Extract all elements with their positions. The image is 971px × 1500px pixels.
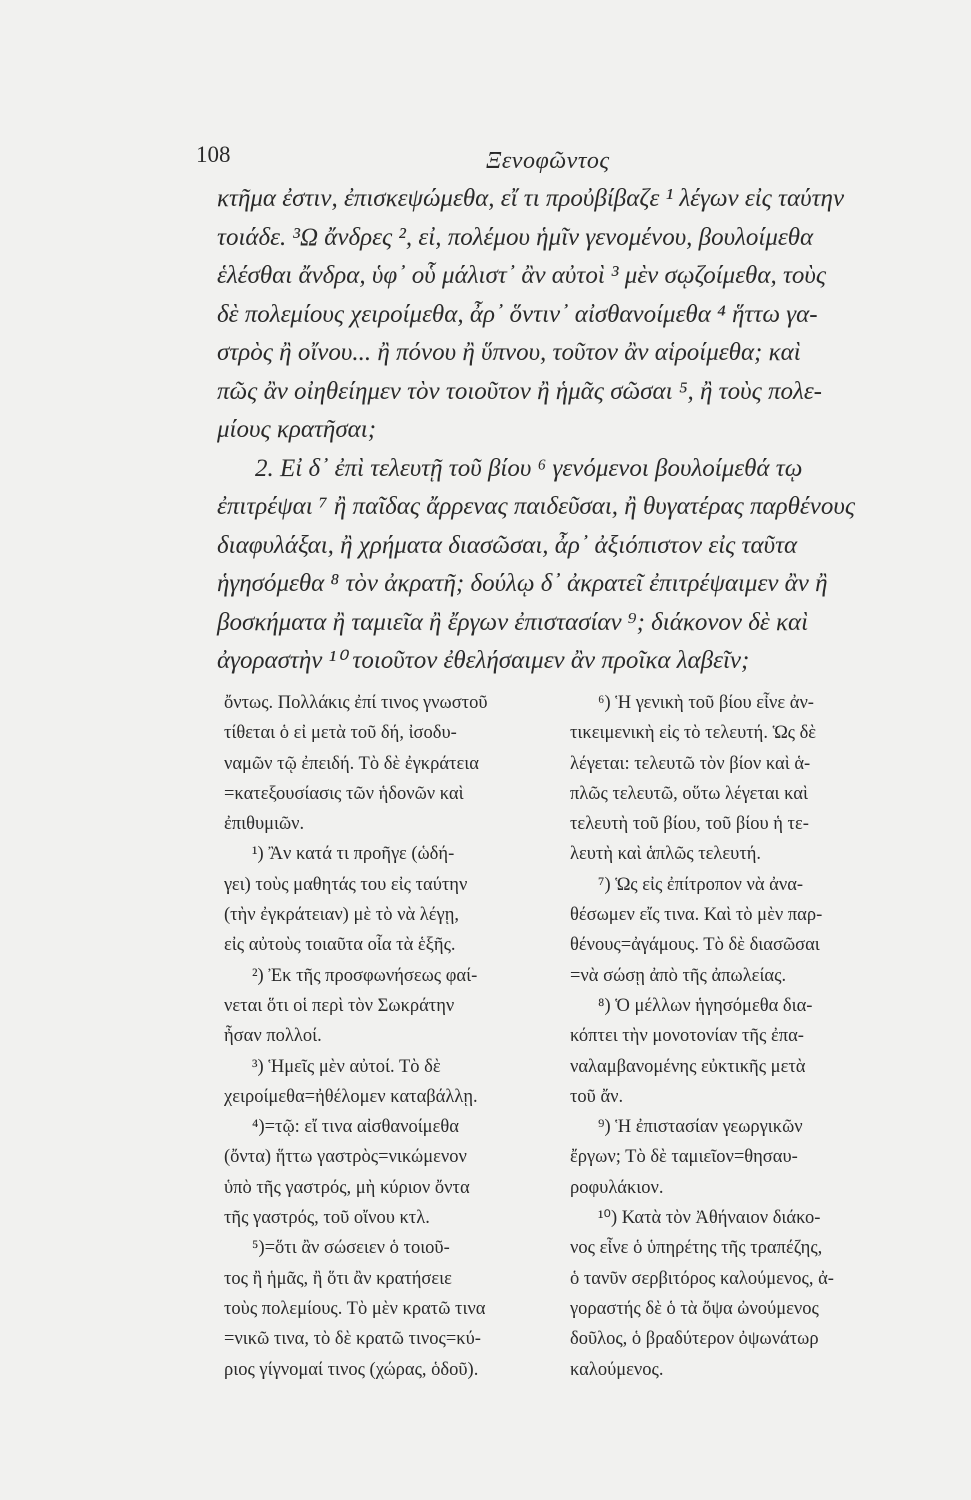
footnote-line: γει) τοὺς μαθητάς του εἰς ταύτην — [224, 874, 468, 895]
footnote-line: χειροίμεθα=ἠθέλομεν καταβάλλῃ. — [224, 1086, 478, 1107]
footnote-line: ⁴)=τῷ: εἴ τινα αἰσθανοίμεθα — [252, 1117, 459, 1138]
footnote-line: τος ἢ ἡμᾶς, ἢ ὅτι ἂν κρατήσειε — [224, 1268, 452, 1289]
footnote-line: ³) Ἡμεῖς μὲν αὐτοί. Τὸ δὲ — [252, 1056, 441, 1077]
footnote-line: ²) Ἐκ τῆς προσφωνήσεως φαί- — [252, 965, 478, 986]
footnote-line: ὄντως. Πολλάκις ἐπί τινος γνωστοῦ — [224, 693, 488, 713]
footnote-line: ὑπὸ τῆς γαστρός, μὴ κύριον ὄντα — [224, 1177, 470, 1198]
footnote-line: θένους=ἀγάμους. Τὸ δὲ διασῶσαι — [570, 935, 820, 956]
footnote-line: ¹⁰) Κατὰ τὸν Ἀθήναιον διάκο- — [598, 1208, 821, 1229]
footnote-line: καλούμενος. — [570, 1359, 664, 1380]
footnote-line: πλῶς τελευτῶ, οὕτω λέγεται καὶ — [570, 783, 808, 804]
footnote-line: εἰς αὐτοὺς τοιαῦτα οἷα τὰ ἑξῆς. — [224, 935, 456, 956]
main-text-line: πῶς ἂν οἰηθείημεν τὸν τοιοῦτον ἢ ἡμᾶς σῶσαι ⁵, ἢ τοὺς πολε- — [217, 377, 823, 405]
footnote-line: νος εἶνε ὁ ὑπηρέτης τῆς τραπέζης, — [570, 1238, 823, 1259]
footnote-line: θέσωμεν εἴς τινα. Καὶ τὸ μὲν παρ- — [570, 905, 823, 926]
main-text — [217, 180, 917, 681]
footnote-line: λευτὴ καὶ ἁπλῶς τελευτή. — [570, 844, 762, 865]
running-head: Ξενοφῶντος — [486, 148, 610, 174]
footnotes-left-column — [224, 688, 544, 1385]
main-text-line: μίους κρατῆσαι; — [217, 416, 377, 443]
main-text-line: στρὸς ἢ οἴνου... ἢ πόνου ἢ ὕπνου, τοῦτον ἂν αἱροίμεθα; καὶ — [217, 339, 801, 366]
footnote-line: κόπτει τὴν μονοτονίαν τῆς ἐπα- — [570, 1026, 804, 1047]
main-text-line: ἡγησόμεθα ⁸ τὸν ἀκρατῆ; δούλῳ δ᾽ ἀκρατεῖ ἐπιτρέψαιμεν ἂν ἢ — [217, 570, 828, 597]
footnote-line: λέγεται: τελευτῶ τὸν βίον καὶ ἁ- — [570, 753, 811, 774]
footnotes-right-column — [570, 688, 910, 1385]
footnote-line: τελευτὴ τοῦ βίου, τοῦ βίου ἡ τε- — [570, 814, 809, 835]
main-text-line: διαφυλάξαι, ἢ χρήματα διασῶσαι, ἆρ᾽ ἀξιόπιστον εἰς ταῦτα — [217, 531, 798, 559]
footnote-line: ὁ τανῦν σερβιτόρος καλούμενος, ἀ- — [570, 1268, 834, 1289]
footnote-line: τίθεται ὁ εἰ μετὰ τοῦ δή, ἰσοδυ- — [224, 723, 457, 744]
footnote-line: =νικῶ τινα, τὸ δὲ κρατῶ τινος=κύ- — [224, 1329, 481, 1350]
footnote-line: ¹) Ἂν κατά τι προῆγε (ὡδή- — [252, 844, 455, 865]
footnote-line: ἦσαν πολλοί. — [224, 1026, 322, 1047]
footnote-line: ἔργων; Τὸ δὲ ταμιεῖον=θησαυ- — [570, 1147, 798, 1168]
footnote-line: τοὺς πολεμίους. Τὸ μὲν κρατῶ τινα — [224, 1298, 486, 1319]
footnote-line: ⁶) Ἡ γενικὴ τοῦ βίου εἶνε ἀν- — [598, 693, 814, 713]
footnote-line: τῆς γαστρός, τοῦ οἴνου κτλ. — [224, 1208, 430, 1229]
footnote-line: =κατεξουσίασις τῶν ἡδονῶν καὶ — [224, 783, 464, 804]
main-text-line: 2. Εἰ δ᾽ ἐπὶ τελευτῇ τοῦ βίου ⁶ γενόμενοι βουλοίμεθά τῳ — [255, 454, 803, 482]
footnote-line: =νὰ σώσῃ ἀπὸ τῆς ἀπωλείας. — [570, 965, 787, 986]
footnote-line: νεται ὅτι οἱ περὶ τὸν Σωκράτην — [224, 995, 455, 1016]
footnote-line: (τὴν ἐγκράτειαν) μὲ τὸ νὰ λέγῃ, — [224, 905, 459, 926]
footnote-line: ⁹) Ἡ ἐπιστασίαν γεωργικῶν — [598, 1117, 803, 1138]
main-text-line: ἑλέσθαι ἄνδρα, ὑφ᾽ οὗ μάλιστ᾽ ἂν αὐτοὶ ³ μὲν σῳζοίμεθα, τοὺς — [217, 262, 827, 289]
main-text-line: βοσκήματα ἢ ταμιεῖα ἢ ἔργων ἐπιστασίαν ⁹; διάκονον δὲ καὶ — [217, 608, 809, 636]
footnote-line: ⁵)=ὅτι ἂν σώσειεν ὁ τοιοῦ- — [252, 1238, 450, 1259]
footnote-line: τικειμενικὴ εἰς τὸ τελευτή. Ὡς δὲ — [570, 723, 817, 744]
main-text-line: δὲ πολεμίους χειροίμεθα, ἆρ᾽ ὅντιν᾽ αἰσθανοίμεθα ⁴ ἥττω γα- — [217, 300, 818, 328]
main-text-line: κτῆμα ἐστιν, ἐπισκεψώμεθα, εἴ τι προὐβίβαζε ¹ λέγων εἰς ταύτην — [217, 185, 845, 212]
footnote-line: ροφυλάκιον. — [570, 1177, 664, 1198]
footnote-line: ριος γίγνομαί τινος (χώρας, ὁδοῦ). — [224, 1359, 479, 1380]
footnote-line: ⁷) Ὡς εἰς ἐπίτροπον νὰ ἀνα- — [598, 874, 804, 895]
main-text-line: τοιάδε. ³Ω ἄνδρες ², εἰ, πολέμου ἡμῖν γενομένου, βουλοίμεθα — [217, 223, 814, 251]
footnote-line: ναμῶν τῷ ἐπειδή. Τὸ δὲ ἐγκράτεια — [224, 753, 479, 774]
main-text-line: ἐπιτρέψαι ⁷ ἢ παῖδας ἄρρενας παιδεῦσαι, ἢ θυγατέρας παρθένους — [217, 493, 856, 520]
footnote-line: τοῦ ἄν. — [570, 1086, 624, 1107]
footnote-line: (ὄντα) ἥττω γαστρὸς=νικώμενον — [224, 1147, 467, 1168]
page-number: 108 — [196, 142, 231, 167]
footnote-line: γοραστής δὲ ὁ τὰ ὄψα ὠνούμενος — [570, 1298, 819, 1319]
footnote-line: δοῦλος, ὁ βραδύτερον ὀψωνάτωρ — [570, 1329, 819, 1350]
footnote-line: ἐπιθυμιῶν. — [224, 814, 305, 835]
footnote-line: ναλαμβανομένης εὐκτικῆς μετὰ — [570, 1056, 806, 1077]
main-text-line: ἀγοραστὴν ¹⁰ τοιοῦτον ἐθελήσαιμεν ἂν προῖκα λαβεῖν; — [217, 647, 750, 674]
footnote-line: ⁸) Ὁ μέλλων ἡγησόμεθα δια- — [598, 995, 813, 1016]
